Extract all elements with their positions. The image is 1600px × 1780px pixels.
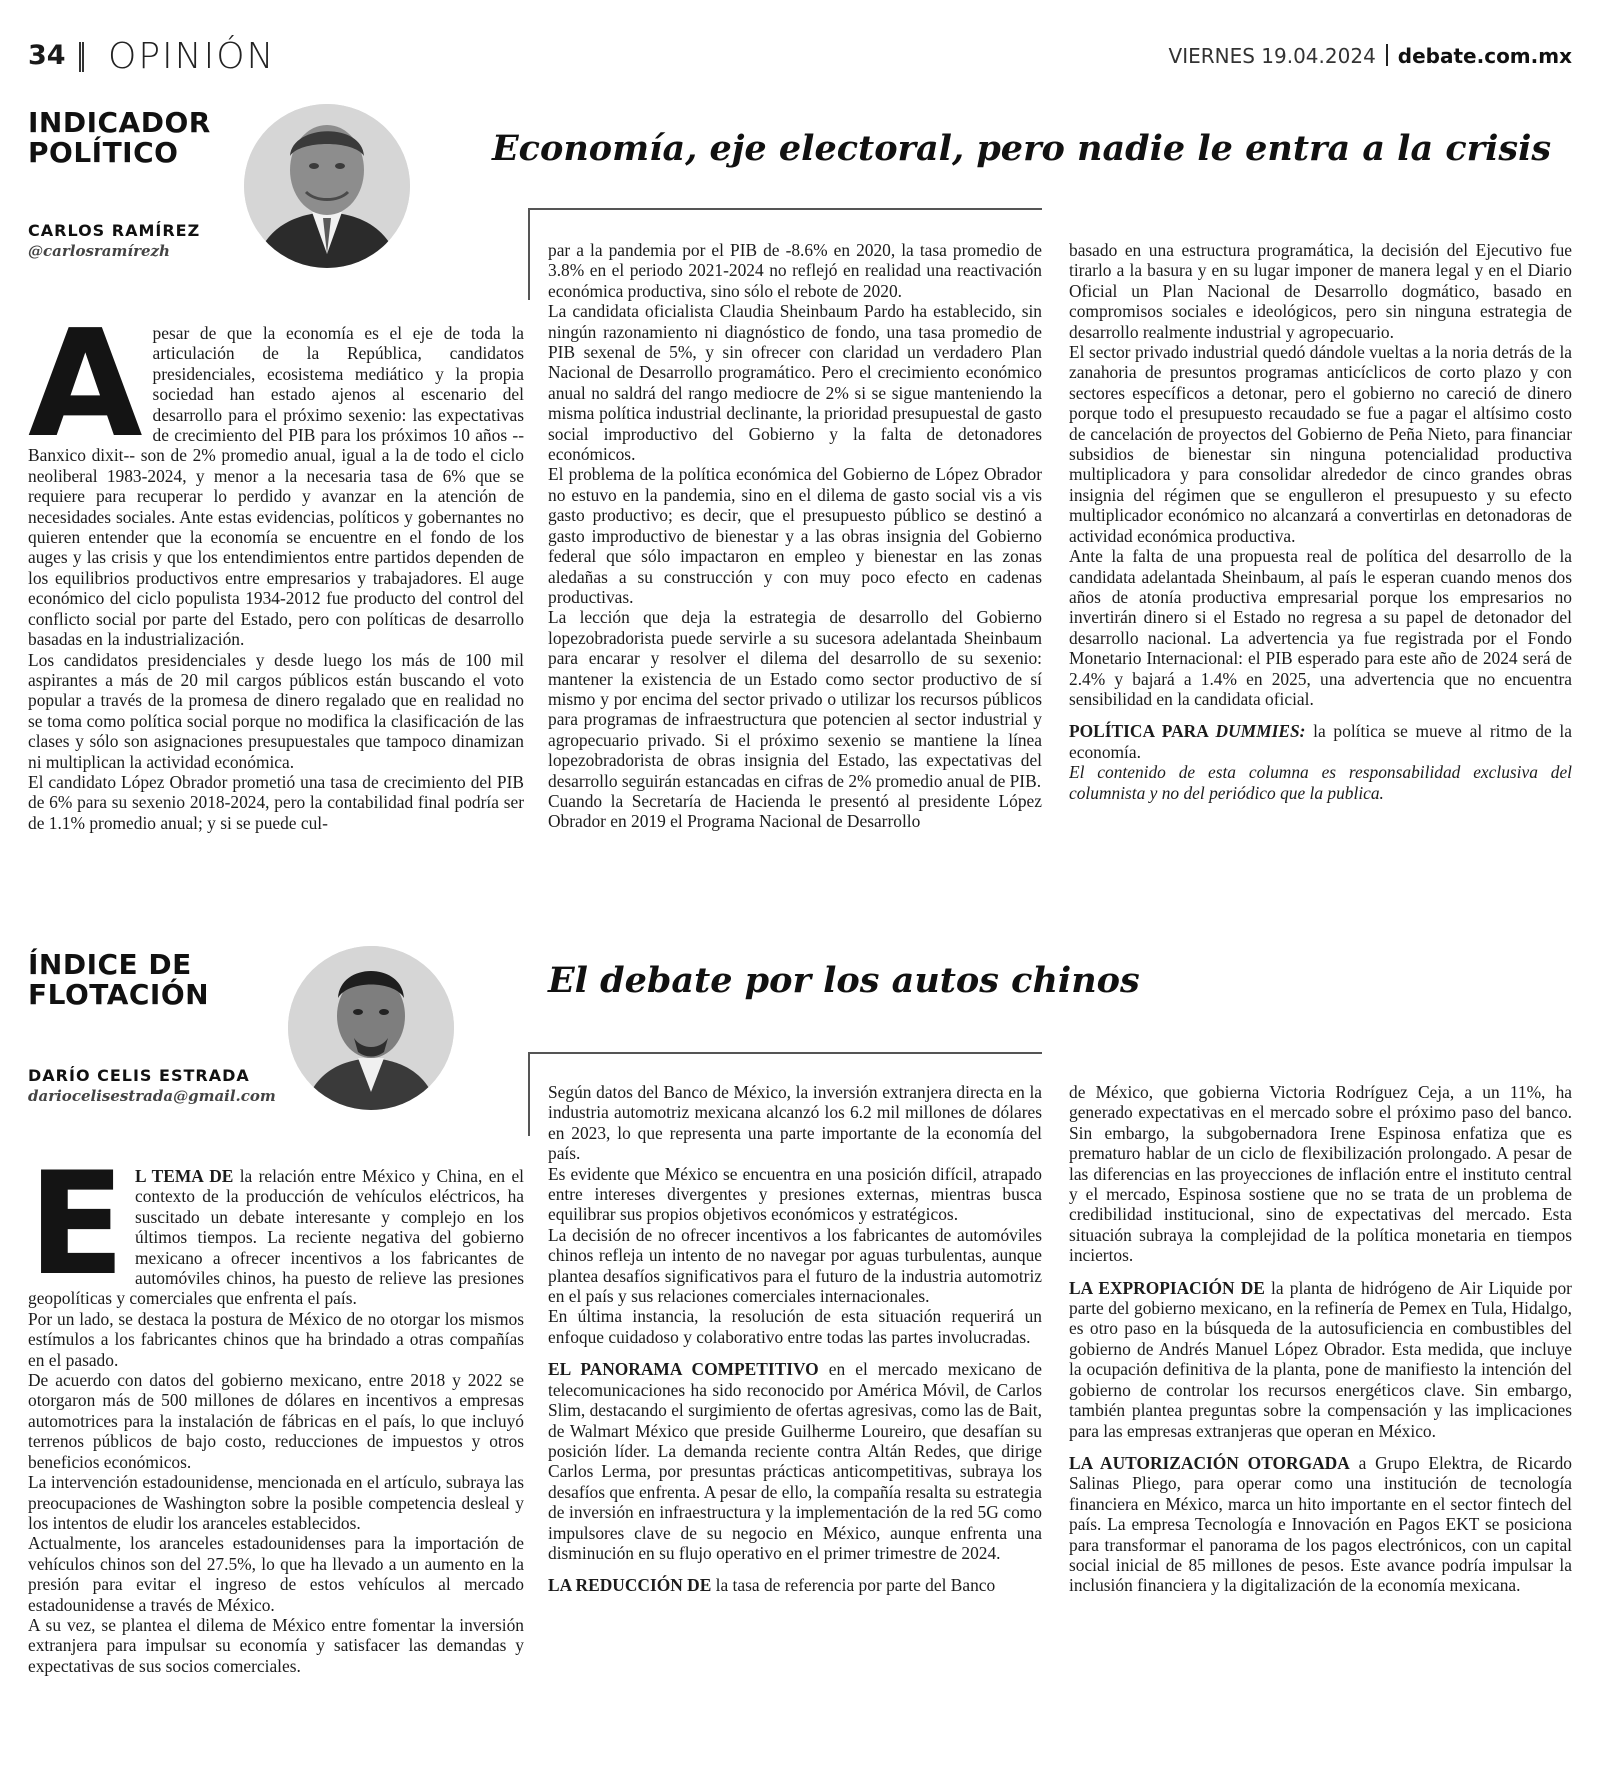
kicker-line: FLOTACIÓN xyxy=(28,978,210,1011)
paragraph: de México, que gobierna Victoria Rodríguez Ceja, a un 11%, ha generado expectativas en el mercado sobre el próximo paso del banco. Sin embargo, la subgobernadora Irene Espinosa enfatiza que es prematuro hablar de un ciclo de flexibilización prolongado. A pesar de las diferencias en las proyecciones de inflación entre el instituto central y el mercado, Espinosa sostiene que no se trata de un problema de credibilidad institucional, sino de expectativas del mercado. Esta situación subraya la complejidad de la política monetaria en tiempos inciertos. xyxy=(1069,1082,1572,1266)
author-portrait-image xyxy=(288,946,454,1110)
header-divider xyxy=(79,42,84,72)
article-column-1 xyxy=(28,1166,524,1762)
paragraph-lead: LA AUTORIZACIÓN OTORGADA xyxy=(1069,1452,1350,1473)
paragraph-text: a Grupo Elektra, de Ricardo Salinas Pliego, para operar como una institución de tecnología financiera en México, marca un hito importante en el sector fintech del país. La empresa Tecnología e Innovación en Pagos EKT se posiciona para transformar el panorama de los pagos electrónicos, con un capital social inicial de 85 millones de pesos. Este avance podría impulsar la inclusión financiera y la digitalización de la economía mexicana. xyxy=(1069,1452,1572,1596)
paragraph: Es evidente que México se encuentra en una posición difícil, atrapado entre intereses divergentes y presiones externas, mientras busca equilibrar sus propios objetivos económicos y estratégicos. xyxy=(548,1163,1042,1225)
dummies-paragraph xyxy=(1069,721,1572,762)
author-email[interactable]: dariocelisestrada@gmail.com xyxy=(28,1087,276,1105)
author-name: DARÍO CELIS ESTRADA xyxy=(28,1066,250,1085)
paragraph xyxy=(548,1359,1042,1563)
paragraph: Cuando la Secretaría de Hacienda le presentó al presidente López Obrador en 2019 el Programa Nacional de Desarrollo xyxy=(548,790,1042,832)
dateline-divider xyxy=(1386,44,1388,66)
page-number: 34 xyxy=(28,40,66,71)
issue-date: VIERNES 19.04.2024 xyxy=(1168,44,1376,68)
column-divider-horizontal xyxy=(528,208,1042,210)
column-divider-vertical xyxy=(528,208,530,300)
paragraph-text: en el mercado mexicano de telecomunicaciones ha sido reconocido por América Móvil, de Carlos Slim, destacando el surgimiento de ofertas agresivas, como las de Bait, de Walmart México que preside Guilherme Loureiro, que desafían su posición líder. La demanda reciente contra Altán Redes, que dirige Carlos Lerma, por presuntas prácticas anticompetitivas, subraya los desafíos que enfrenta. A pesar de ello, la compañía resalta su estrategia de inversión en infraestructura y la implementación de la red 5G como impulsores clave de su negocio en México, aunque enfrenta una disminución en su flujo operativo en el primer trimestre de 2024. xyxy=(548,1359,1042,1563)
paragraph-text: la planta de hidrógeno de Air Liquide por parte del gobierno mexicano, en la refinería de Pemex en Tula, Hidalgo, es otro paso en la búsqueda de la autosuficiencia en combustibles del gobierno de Andrés Manuel López Obrador. Esta medida, que incluye la ocupación definitiva de la planta, pone de manifiesto la intención del gobierno de controlar los recursos energéticos clave. Sin embargo, también plantea preguntas sobre la compensación y las implicaciones para las empresas extranjeras que operan en México. xyxy=(1069,1277,1572,1441)
paragraph-lead: EL PANORAMA COMPETITIVO xyxy=(548,1359,819,1380)
paragraph: pesar de que la economía es el eje de toda la articulación de la República, candidatos presidenciales, ecosistema mediático y la propia sociedad han estado ajenos al escenario del desarrollo para el próximo sexenio: las expectativas de crecimiento del PIB para los próximos 10 años --Banxico dixit-- son de 2% promedio anual, igual a la de todo el ciclo neoliberal 1983-2024, y menor a la necesaria tasa de 6% que se requiere para recuperar lo perdido y avanzar en la atención de necesidades sociales. Ante estas evidencias, políticos y gobernantes no quieren entender que la economía se encuentre en el fondo de los auges y las crisis y que los entendimientos entre partidos dependen de los equilibrios productivos entre empresarios y trabajadores. El auge económico del ciclo populista 1934-2012 fue producto del control del conflicto social por parte del Estado, pero con políticas de desarrollo basadas en la industrialización. xyxy=(28,323,524,650)
column-kicker xyxy=(28,108,211,168)
dummies-text: la política se mueve al ritmo de la economía. xyxy=(1069,721,1572,762)
kicker-line: ÍNDICE DE xyxy=(28,948,192,981)
headline: El debate por los autos chinos xyxy=(548,960,1140,1001)
article-column-1 xyxy=(28,323,524,853)
dummies-lead: POLÍTICA PARA xyxy=(1069,721,1216,742)
paragraph: El sector privado industrial quedó dándole vueltas a la noria detrás de la zanahoria de presuntos programas anticíclicos de corto plazo y con sectores específicos a detonar, pero el gobierno no careció de dinero porque todo el presupuesto recaudado se fue a pagar el altísimo costo de cancelación de proyectos del Gobierno de Peña Nieto, para financiar subsidios de bienestar sin ninguna potencialidad productiva multiplicadora y para consolidar alrededor de cinco grandes obras insignia del régimen que se engulleron el presupuesto y su efecto multiplicador económico no alcanzará a convertirlas en detonadoras de actividad económica productiva. xyxy=(1069,342,1572,546)
author-portrait-image xyxy=(244,104,410,268)
paragraph: En última instancia, la resolución de esta situación requerirá un enfoque cuidadoso y colaborativo entre todas las partes involucradas. xyxy=(548,1306,1042,1347)
paragraph xyxy=(1069,1453,1572,1596)
paragraph-lead: LA EXPROPIACIÓN DE xyxy=(1069,1277,1265,1298)
paragraph: Los candidatos presidenciales y desde luego los más de 100 mil aspirantes a más de 20 mil cargos públicos están buscando el voto popular a través de la promesa de dinero regalado que en realidad no se toma como política social porque no modifica la clasificación de las clases y sólo son asignaciones presupuestales que tampoco dinamizan ni multiplican la actividad económica. xyxy=(28,649,524,772)
paragraph: Según datos del Banco de México, la inversión extranjera directa en la industria automotriz mexicana alcanzó los 6.2 mil millones de dólares en 2023, lo que representa una parte importante de la economía del país. xyxy=(548,1082,1042,1164)
paragraph: Ante la falta de una propuesta real de política del desarrollo de la candidata adelantada Sheinbaum, al país le esperan cuando menos dos años de atonía productiva empresarial porque los empresarios no invertirán dinero si el Estado no regresa a su papel de detonador del desarrollo nacional. La advertencia ya fue registrada por el Fondo Monetario Internacional: el PIB esperado para este año de 2024 será de 2.4% y bajará a 1.4% en 2025, una advertencia que no encuentra sensibilidad en la candidata oficial. xyxy=(1069,546,1572,709)
paragraph: basado en una estructura programática, la decisión del Ejecutivo fue tirarlo a la basura y en su lugar imponer de manera legal y en el Diario Oficial un Plan Nacional de Desarrollo dogmático, basado en compromisos sociales e ideológicos, pero sin ninguna estrategia de desarrollo realmente industrial y agropecuario. xyxy=(1069,240,1572,342)
paragraph: A su vez, se plantea el dilema de México entre fomentar la inversión extranjera para impulsar su economía y satisfacer las demandas y expectativas de sus socios comerciales. xyxy=(28,1614,524,1676)
author-photo xyxy=(288,946,454,1110)
drop-cap: A xyxy=(28,323,143,470)
author-handle[interactable]: @carlosramírezh xyxy=(28,242,170,260)
paragraph: Actualmente, los aranceles estadounidenses para la importación de vehículos chinos son del 27.5%, lo que ha llevado a un aumento en la presión para evitar el ingreso de estos vehículos al mercado estadounidense a través de México. xyxy=(28,1533,524,1615)
dummies-word: DUMMIES: xyxy=(1215,721,1306,742)
dateline xyxy=(1169,44,1572,68)
disclaimer: El contenido de esta columna es responsabilidad exclusiva del columnista y no del periódico que la publica. xyxy=(1069,762,1572,803)
paragraph: La decisión de no ofrecer incentivos a los fabricantes de automóviles chinos refleja un intento de no navegar por aguas turbulentas, aunque plantea desafíos significativos para el futuro de la industria automotriz en el país y sus relaciones comerciales internacionales. xyxy=(548,1224,1042,1307)
paragraph: La lección que deja la estrategia de desarrollo del Gobierno lopezobradorista puede servirle a su sucesora adelantada Sheinbaum para encarar y resolver el dilema del desarrollo de su sexenio: mantener la existencia de un Estado como sector productivo de sí mismo y por encima del sector privado o utilizar los recursos públicos para programas de infraestructura que potencien al sector industrial y agropecuario privado. Si el próximo sexenio se mantiene la línea lopezobradorista de obras insignia del Estado, las expectativas del desarrollo seguirán estancadas en cifras de 2% promedio anual de PIB. xyxy=(548,607,1042,791)
kicker-line: POLÍTICO xyxy=(28,136,179,169)
paragraph: La intervención estadounidense, mencionada en el artículo, subraya las preocupaciones de Washington sobre la posible competencia desleal y los intentos de eludir los aranceles establecidos. xyxy=(28,1472,524,1533)
author-name: CARLOS RAMÍREZ xyxy=(28,221,201,240)
paragraph-text: la tasa de referencia por parte del Banco xyxy=(711,1575,996,1596)
paragraph: De acuerdo con datos del gobierno mexicano, entre 2018 y 2022 se otorgaron más de 500 millones de dólares en incentivos a empresas automotrices para la instalación de fábricas en el país, lo que incluyó terrenos públicos de bajo costo, reducciones de impuestos y otros beneficios económicos. xyxy=(28,1370,524,1472)
section-title: OPINIÓN xyxy=(108,36,276,77)
drop-cap: E xyxy=(28,1166,126,1307)
paragraph-lead: L TEMA DE xyxy=(135,1166,234,1186)
author-photo xyxy=(244,104,410,268)
paragraph-text: la relación entre México y China, en el contexto de la producción de vehículos eléctricos, ha suscitado un debate interesante y complejo en los últimos tiempos. La reciente negativa del gobierno mexicano a ofrecer incentivos a los fabricantes de automóviles chinos, ha puesto de relieve las presiones geopolíticas y comerciales que enfrenta el país. xyxy=(28,1166,524,1309)
article-column-3 xyxy=(1069,240,1572,880)
paragraph: Por un lado, se destaca la postura de México de no otorgar los mismos estímulos a los fabricantes chinos que ha brindado a otras compañías en el pasado. xyxy=(28,1308,524,1370)
column-kicker xyxy=(28,950,209,1010)
paragraph: par a la pandemia por el PIB de -8.6% en 2020, la tasa promedio de 3.8% en el periodo 2021-2024 no reflejó en realidad una reactivación económica productiva, sino sólo el rebote de 2020. xyxy=(548,240,1042,301)
paragraph: El problema de la política económica del Gobierno de López Obrador no estuvo en la pandemia, sino en el dilema de gasto social vis a vis gasto productivo; es decir, que el presupuesto público se destinó a gasto improductivo de bienestar y a las obras insignia del Gobierno federal que sólo impactaron en empleo y bienestar en las zonas aledañas a su construcción y con muy poco efecto en cadenas productivas. xyxy=(548,464,1042,607)
kicker-line: INDICADOR xyxy=(28,106,211,139)
article-column-2 xyxy=(548,1082,1042,1762)
article-column-3 xyxy=(1069,1082,1572,1762)
site-link[interactable]: debate.com.mx xyxy=(1397,44,1572,68)
headline: Economía, eje electoral, pero nadie le entra a la crisis xyxy=(492,128,1552,169)
column-divider-vertical xyxy=(528,1052,530,1136)
column-divider-horizontal xyxy=(528,1052,1042,1054)
article-column-2 xyxy=(548,240,1042,854)
paragraph-lead: LA REDUCCIÓN DE xyxy=(548,1575,712,1596)
paragraph: La candidata oficialista Claudia Sheinbaum Pardo ha establecido, sin ningún razonamiento ni diagnóstico de fondo, una tasa promedio de PIB sexenal de 5%, y sin ofrecer con claridad un verdadero Plan Nacional de Desarrollo programático. Pero el crecimiento económico anual no saldrá del rango mediocre de 2% si se sigue manteniendo la misma política industrial declinante, la prioridad presupuestal de gasto social improductivo del Gobierno y la falta de detonadores económicos. xyxy=(548,301,1042,465)
paragraph xyxy=(1069,1278,1572,1441)
paragraph: El candidato López Obrador prometió una tasa de crecimiento del PIB de 6% para su sexenio 2018-2024, pero la contabilidad final podría ser de 1.1% promedio anual; y si se puede cul- xyxy=(28,771,524,833)
paragraph xyxy=(548,1575,1042,1595)
